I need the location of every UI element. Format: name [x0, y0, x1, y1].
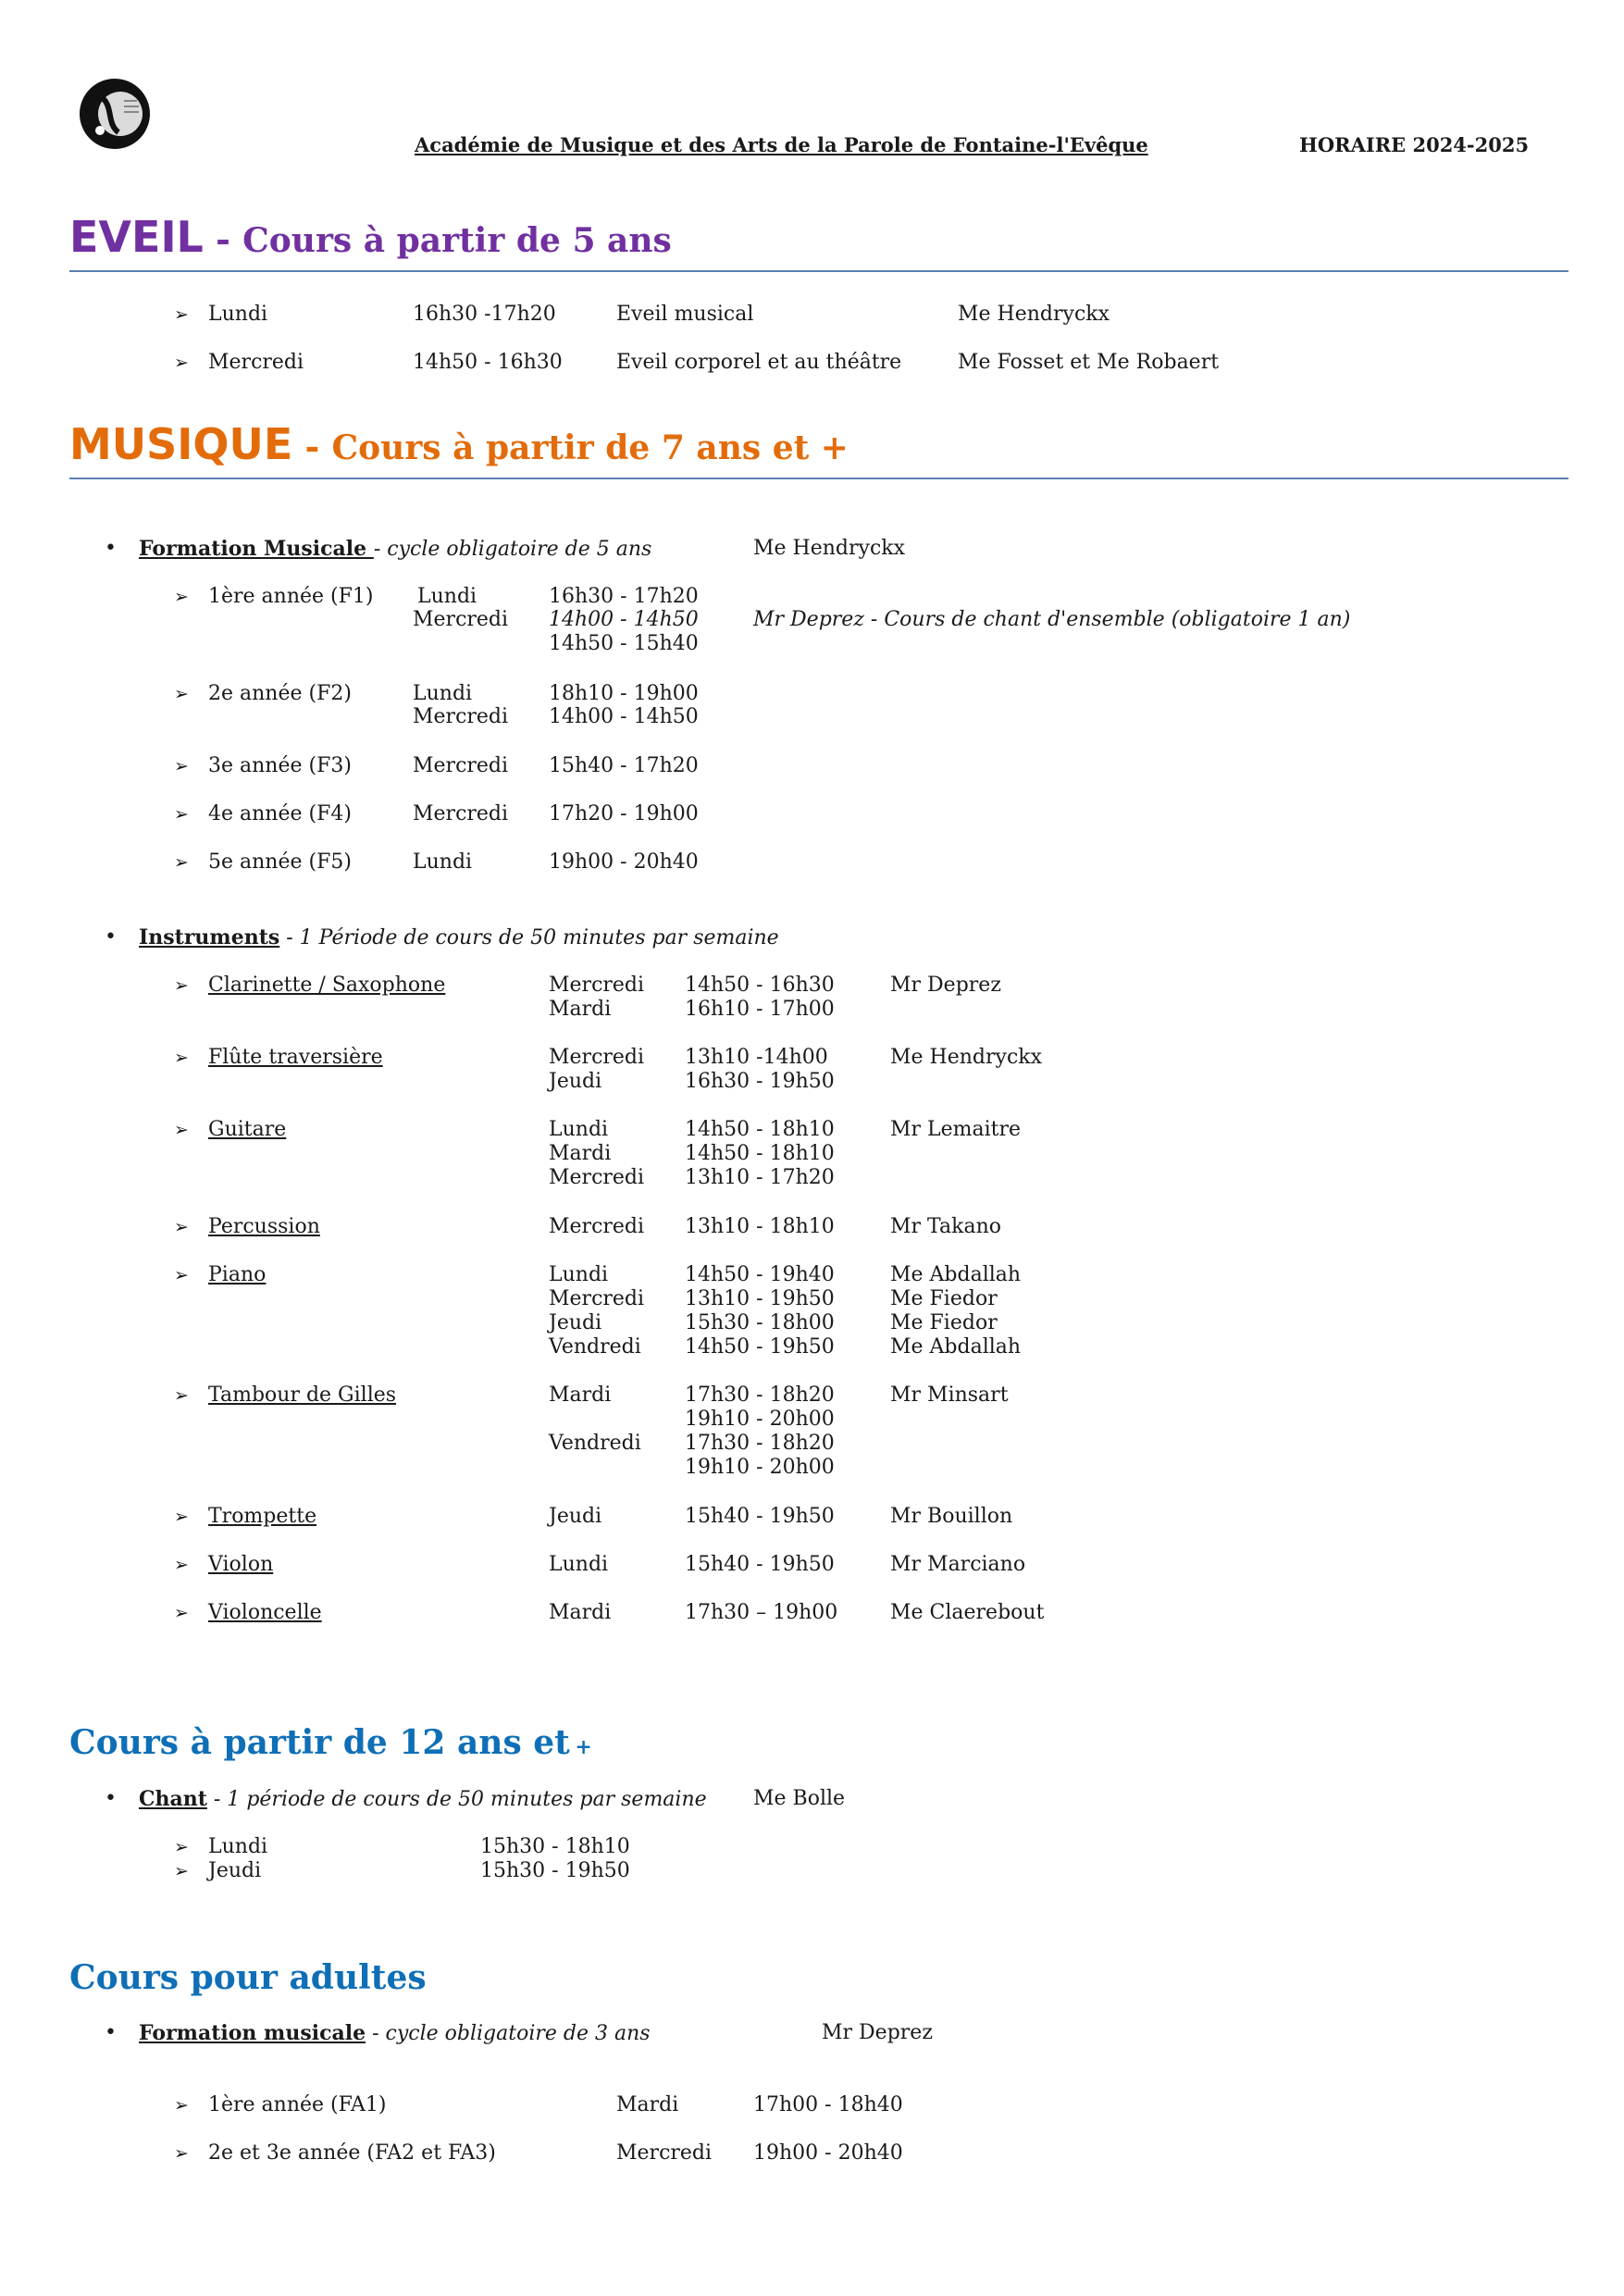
adult-fm-label: Formation musicale: [139, 2021, 366, 2045]
instrument-teacher: Mr Deprez: [890, 974, 1001, 997]
fm-label: Formation Musicale: [139, 537, 374, 561]
academy-title: Académie de Musique et des Arts de la Parole de Fontaine-l'Evêque: [415, 133, 1148, 156]
fm-time: 19h00 - 20h40: [549, 850, 699, 874]
instrument-name: Flûte traversière: [208, 1046, 383, 1069]
arrow-icon: ➢: [174, 2143, 189, 2164]
instrument-day: Mardi: [549, 998, 612, 1021]
arrow-icon: ➢: [174, 1603, 189, 1623]
fm-day: Mercredi: [413, 754, 509, 777]
instrument-day: Mardi: [549, 1142, 612, 1165]
teen-title: Cours à partir de 12 ans et: [69, 1723, 570, 1762]
adult-fm-year: 1ère année (FA1): [208, 2093, 387, 2116]
chant-note: - 1 période de cours de 50 minutes par semaine: [206, 1788, 707, 1811]
fm-heading: [139, 537, 651, 562]
instrument-teacher: Me Abdallah: [890, 1263, 1022, 1286]
instrument-time: 14h50 - 18h10: [685, 1142, 835, 1165]
eveil-time: 14h50 - 16h30: [413, 351, 563, 374]
eveil-time: 16h30 -17h20: [413, 303, 556, 326]
arrow-icon: ➢: [174, 2095, 189, 2116]
adult-fm-time: 19h00 - 20h40: [753, 2141, 903, 2165]
instrument-day: Jeudi: [549, 1311, 602, 1334]
arrow-icon: ➢: [174, 1048, 189, 1068]
arrow-icon: ➢: [174, 756, 189, 776]
instrument-time: 15h40 - 19h50: [685, 1553, 835, 1576]
instrument-name: Violon: [208, 1553, 274, 1576]
fm-time: 17h20 - 19h00: [549, 802, 699, 825]
instrument-time: 13h10 - 18h10: [685, 1215, 835, 1238]
adult-fm-teacher: Mr Deprez: [822, 2021, 933, 2044]
instrument-name: Trompette: [208, 1505, 317, 1528]
instrument-name: Violoncelle: [208, 1601, 322, 1624]
teen-heading: [69, 1719, 592, 1772]
instrument-teacher: Mr Bouillon: [890, 1505, 1013, 1528]
adult-fm-day: Mardi: [616, 2093, 679, 2116]
adults-heading: Cours pour adultes: [69, 1958, 427, 1997]
eveil-day: Lundi: [208, 303, 268, 326]
instrument-day: Mardi: [549, 1601, 612, 1624]
musique-title-main: MUSIQUE: [69, 419, 293, 469]
chant-teacher: Me Bolle: [753, 1787, 846, 1810]
instrument-day: Mercredi: [549, 974, 645, 997]
arrow-icon: ➢: [174, 1507, 189, 1527]
fm-time: 18h10 - 19h00: [549, 682, 699, 705]
eveil-title-sub: Cours à partir de 5 ans: [242, 221, 672, 260]
arrow-icon: ➢: [174, 304, 189, 325]
fm-time: 14h00 - 14h50: [549, 608, 699, 631]
instrument-teacher: Me Fiedor: [890, 1311, 998, 1334]
instrument-time: 16h10 - 17h00: [685, 998, 835, 1021]
instrument-name: Percussion: [208, 1215, 320, 1238]
instrument-day: Mercredi: [549, 1166, 645, 1189]
bullet-icon: •: [105, 2021, 117, 2044]
bullet-icon: •: [105, 537, 117, 560]
instruments-note: - 1 Période de cours de 50 minutes par semaine: [279, 926, 779, 949]
arrow-icon: ➢: [174, 587, 189, 607]
arrow-icon: ➢: [174, 1385, 189, 1406]
instrument-teacher: Me Hendryckx: [890, 1046, 1043, 1069]
instrument-time: 13h10 - 19h50: [685, 1287, 835, 1310]
adult-fm-note: - cycle obligatoire de 3 ans: [366, 2022, 651, 2045]
fm-time: 14h50 - 15h40: [549, 632, 699, 655]
eveil-title-main: EVEIL: [69, 212, 204, 262]
instrument-day: Vendredi: [549, 1335, 641, 1359]
arrow-icon: ➢: [174, 1555, 189, 1575]
instrument-day: Mardi: [549, 1384, 612, 1407]
arrow-icon: ➢: [174, 1120, 189, 1140]
arrow-icon: ➢: [174, 852, 189, 873]
adult-fm-heading: [139, 2021, 651, 2046]
instrument-time: 14h50 - 19h40: [685, 1263, 835, 1286]
chant-heading: [139, 1787, 707, 1812]
fm-teacher: Me Hendryckx: [753, 537, 906, 560]
chant-time: 15h30 - 18h10: [480, 1835, 630, 1858]
academy-logo: [78, 77, 152, 151]
fm-year: 2e année (F2): [208, 682, 352, 705]
instrument-time: 17h30 – 19h00: [685, 1601, 838, 1624]
instrument-time: 14h50 - 16h30: [685, 974, 835, 997]
instrument-name: Guitare: [208, 1118, 287, 1141]
eveil-course: Eveil corporel et au théâtre: [616, 351, 902, 374]
arrow-icon: ➢: [174, 1837, 189, 1857]
arrow-icon: ➢: [174, 1265, 189, 1285]
fm-day: Mercredi: [413, 802, 509, 825]
instrument-time: 15h30 - 18h00: [685, 1311, 835, 1334]
instrument-time: 15h40 - 19h50: [685, 1505, 835, 1528]
musique-title-sub: Cours à partir de 7 ans et +: [331, 428, 849, 467]
fm-day: Mercredi: [413, 608, 509, 631]
fm-year: 1ère année (F1): [208, 585, 374, 608]
instrument-name: Piano: [208, 1263, 267, 1286]
eveil-teacher: Me Fosset et Me Robaert: [958, 351, 1220, 374]
bullet-icon: •: [105, 925, 117, 949]
eveil-day: Mercredi: [208, 351, 304, 374]
instrument-teacher: Me Fiedor: [890, 1287, 998, 1310]
eveil-title-sep: -: [203, 218, 243, 260]
instrument-name: Clarinette / Saxophone: [208, 974, 446, 997]
instrument-day: Lundi: [549, 1118, 609, 1141]
instrument-teacher: Mr Minsart: [890, 1384, 1009, 1407]
musique-title-sep: -: [292, 426, 332, 467]
instrument-day: Vendredi: [549, 1432, 641, 1455]
instrument-day: Mercredi: [549, 1215, 645, 1238]
fm-year: 3e année (F3): [208, 754, 352, 777]
schedule-year: HORAIRE 2024-2025: [1299, 133, 1530, 156]
arrow-icon: ➢: [174, 684, 189, 704]
fm-day: Lundi: [413, 850, 473, 874]
instrument-time: 14h50 - 19h50: [685, 1335, 835, 1359]
instrument-teacher: Mr Marciano: [890, 1553, 1026, 1576]
eveil-heading: [69, 209, 672, 275]
musique-rule: [69, 478, 1568, 479]
instruments-label: Instruments: [139, 925, 280, 949]
arrow-icon: ➢: [174, 1861, 189, 1881]
chant-label: Chant: [139, 1787, 207, 1811]
arrow-icon: ➢: [174, 1217, 189, 1237]
fm-year: 4e année (F4): [208, 802, 352, 825]
fm-side-note: Mr Deprez - Cours de chant d'ensemble (obligatoire 1 an): [753, 608, 1351, 631]
fm-day: Lundi: [417, 585, 477, 608]
instrument-day: Lundi: [549, 1263, 609, 1286]
eveil-teacher: Me Hendryckx: [958, 303, 1110, 326]
instrument-day: Mercredi: [549, 1287, 645, 1310]
instrument-name: Tambour de Gilles: [208, 1384, 397, 1407]
fm-note: - cycle obligatoire de 5 ans: [373, 538, 652, 561]
instrument-teacher: Me Claerebout: [890, 1601, 1045, 1624]
fm-time: 16h30 - 17h20: [549, 585, 699, 608]
instrument-time: 19h10 - 20h00: [685, 1408, 835, 1431]
bullet-icon: •: [105, 1787, 117, 1810]
instrument-day: Jeudi: [549, 1505, 602, 1528]
arrow-icon: ➢: [174, 804, 189, 825]
arrow-icon: ➢: [174, 353, 189, 373]
instrument-time: 19h10 - 20h00: [685, 1456, 835, 1479]
instrument-time: 13h10 - 17h20: [685, 1166, 835, 1189]
fm-day: Mercredi: [413, 705, 509, 728]
teen-title-plus: +: [575, 1735, 592, 1759]
instrument-time: 17h30 - 18h20: [685, 1384, 835, 1407]
instruments-heading: [139, 925, 779, 950]
instrument-time: 14h50 - 18h10: [685, 1118, 835, 1141]
fm-time: 15h40 - 17h20: [549, 754, 699, 777]
arrow-icon: ➢: [174, 975, 189, 996]
instrument-teacher: Mr Takano: [890, 1215, 1001, 1238]
instrument-day: Jeudi: [549, 1070, 602, 1093]
chant-day: Jeudi: [208, 1859, 262, 1882]
chant-day: Lundi: [208, 1835, 268, 1858]
instrument-time: 16h30 - 19h50: [685, 1070, 835, 1093]
instrument-teacher: Me Abdallah: [890, 1335, 1022, 1359]
instrument-time: 13h10 -14h00: [685, 1046, 828, 1069]
fm-year: 5e année (F5): [208, 850, 352, 874]
adult-fm-year: 2e et 3e année (FA2 et FA3): [208, 2141, 496, 2165]
adult-fm-day: Mercredi: [616, 2141, 713, 2165]
instrument-day: Mercredi: [549, 1046, 645, 1069]
adult-fm-time: 17h00 - 18h40: [753, 2093, 903, 2116]
fm-time: 14h00 - 14h50: [549, 705, 699, 728]
musique-heading: [69, 416, 849, 482]
instrument-time: 17h30 - 18h20: [685, 1432, 835, 1455]
fm-day: Lundi: [413, 682, 473, 705]
instrument-teacher: Mr Lemaitre: [890, 1118, 1022, 1141]
eveil-rule: [69, 270, 1568, 272]
instrument-day: Lundi: [549, 1553, 609, 1576]
eveil-course: Eveil musical: [616, 303, 754, 326]
chant-time: 15h30 - 19h50: [480, 1859, 630, 1882]
